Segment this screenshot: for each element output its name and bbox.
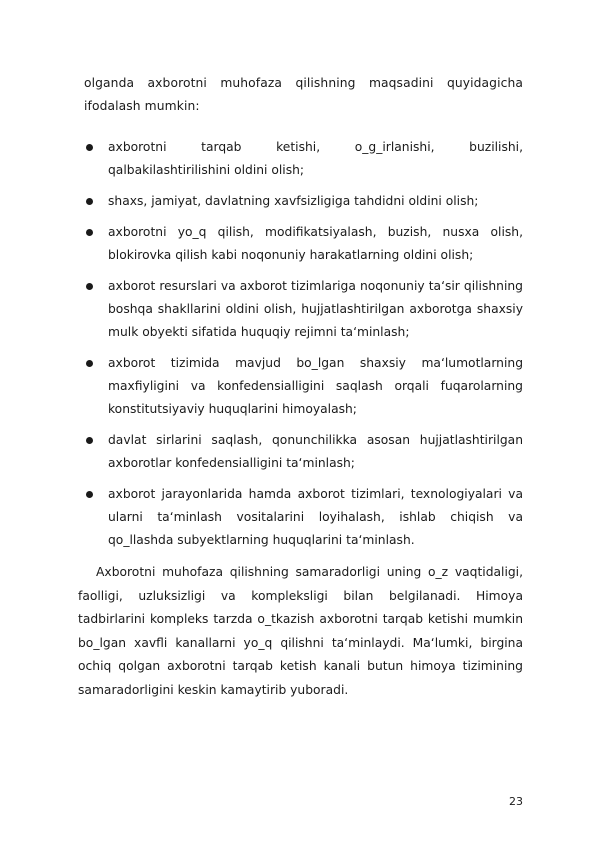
page-number: 23 — [509, 795, 523, 808]
body-paragraph: Axborotni muhofaza qilishning samaradorligi uning o_z vaqtidaligi, faolligi, uzluksizligi va kompleksligi bilan belgilanadi. Himoya tadbirlarini kompleks tarzda o_tkazish axborotni tarqab ketishi mumkin bo_lgan xavfli kanallarni yo_q qilishni ta‘minlaydi. Ma‘lumki, birgina ochiq qolgan axborotni tarqab ketish kanali butun himoya tizimining samaradorligini keskin kamaytirib yuboradi. — [78, 565, 523, 697]
bullet-icon — [86, 360, 93, 367]
list-item — [84, 352, 523, 421]
bullet-icon — [86, 283, 93, 290]
list-item — [84, 429, 523, 475]
bullet-icon — [86, 491, 93, 498]
list-item-text: shaxs, jamiyat, davlatning xavfsizligiga tahdidni oldini olish; — [108, 194, 479, 208]
list-item — [84, 275, 523, 344]
list-item-text: axborot tizimida mavjud bo_lgan shaxsiy ma‘lumotlarning maxfiyligini va konfedensialligini saqlash orqali fuqarolarning konstitutsiyaviy huquqlarini himoyalash; — [108, 356, 523, 416]
list-item — [84, 136, 523, 182]
list-item — [84, 483, 523, 552]
list-item-text: axborot resurslari va axborot tizimlariga noqonuniy ta‘sir qilishning boshqa shakllarini oldini olish, hujjatlashtirilgan axborotga shaxsiy mulk obyekti sifatida huquqiy rejimni ta‘minlash; — [108, 279, 523, 339]
intro-text: olganda axborotni muhofaza qilishning maqsadini quyidagicha ifodalash mumkin: — [84, 76, 523, 113]
list-item-text: axborotni tarqab ketishi, o_g_irlanishi, buzilishi, qalbakilashtirilishini oldini olish; — [108, 140, 523, 177]
list-item-text: axborot jarayonlarida hamda axborot tizimlari, texnologiyalari va ularni ta‘minlash vositalarini loyihalash, ishlab chiqish va qo_llashda subyektlarning huquqlarini ta‘minlash. — [108, 487, 523, 547]
bullet-icon — [86, 198, 93, 205]
list-item-text: axborotni yo_q qilish, modifikatsiyalash, buzish, nusxa olish, blokirovka qilish kabi noqonuniy harakatlarning oldini olish; — [108, 225, 523, 262]
bullet-list — [84, 136, 523, 560]
bullet-icon — [86, 144, 93, 151]
list-item — [84, 190, 523, 213]
list-item — [84, 221, 523, 267]
list-item-text: davlat sirlarini saqlash, qonunchilikka asosan hujjatlashtirilgan axborotlar konfedensialligini ta‘minlash; — [108, 433, 523, 470]
bullet-icon — [86, 437, 93, 444]
bullet-icon — [86, 229, 93, 236]
